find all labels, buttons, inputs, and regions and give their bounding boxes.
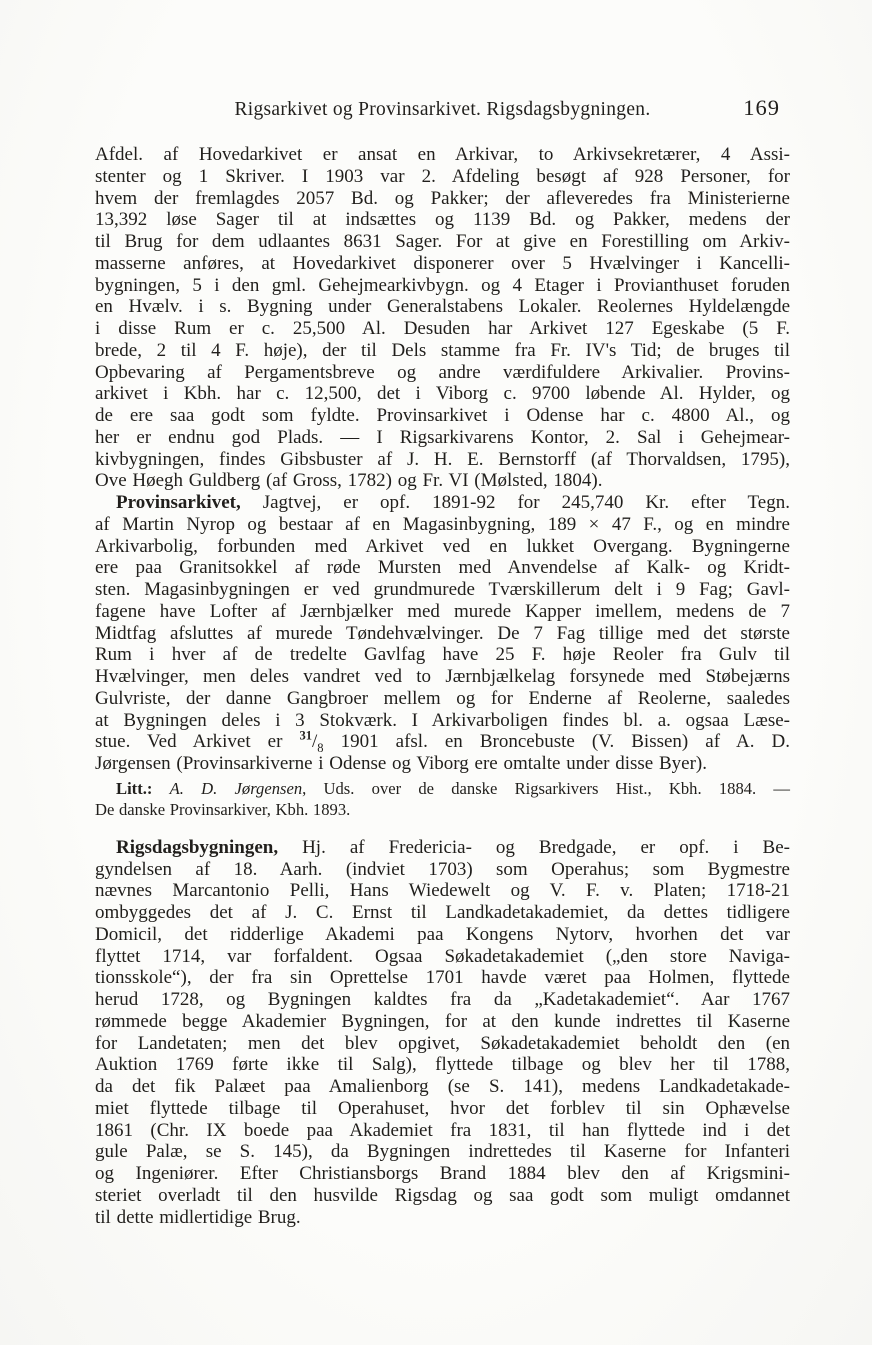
text-segment: Hj. af Fredericia- og Bredgade, er opf. i Be- — [278, 836, 790, 858]
text-line — [95, 644, 790, 666]
text-line — [95, 728, 791, 756]
text-segment: Afdel. af Hovedarkivet er ansat en Arkivar, to Arkivsekretærer, 4 Assi- — [95, 144, 790, 165]
text-segment: Ove Høegh Guldberg (af Gross, 1782) og Fr. VI (Mølsted, 1804). — [95, 470, 603, 492]
text-segment: for Landetaten; men det blev opgivet, Søkadetakademiet beholdt den (en — [95, 1032, 790, 1054]
text-line — [95, 1185, 790, 1207]
text-line — [95, 688, 790, 710]
text-segment: arkivet i Kbh. har c. 12,500, det i Viborg c. 9700 løbende Al. Hylder, og — [95, 383, 790, 405]
text-line — [95, 362, 790, 384]
text-segment: en Hvælv. i s. Bygning under Generalstabens Lokaler. Reolernes Hyldelængde — [95, 296, 790, 318]
text-line — [95, 1163, 790, 1185]
text-line — [95, 231, 790, 253]
text-line — [95, 1141, 790, 1163]
text-line — [95, 449, 790, 471]
text-segment: 1901 afsl. en Broncebuste (V. Bissen) af A. D. — [323, 731, 791, 753]
text-segment: bygningen, 5 i den gml. Gehejmearkivbygn. og 4 Etager i Provianthuset foruden — [95, 274, 790, 296]
text-segment: A. D. Jørgensen — [169, 778, 303, 798]
text-segment: hvem der fremlagdes 2057 Bd. og Pakker; der afleveredes fra Ministerierne — [95, 187, 790, 209]
text-segment — [152, 779, 169, 798]
text-line — [95, 383, 790, 405]
text-line — [95, 1098, 790, 1120]
text-line — [95, 557, 790, 579]
text-segment: 8 — [317, 741, 324, 756]
text-line — [95, 579, 790, 601]
text-line — [95, 880, 790, 902]
text-segment: kivbygningen, findes Gibsbuster af J. H. E. Bernstorff (af Thorvaldsen, 1795), — [95, 448, 790, 470]
text-segment: Gulvriste, der danne Gangbroer mellem og for Enderne af Reolerne, saaledes — [95, 687, 790, 709]
text-line — [95, 188, 790, 210]
text-segment: brede, 2 til 4 F. høje), der til Dels stamme fra Fr. IV's Tid; de bruges til — [95, 339, 790, 361]
text-line — [95, 1054, 790, 1076]
text-segment: Opbevaring af Pergamentsbreve og andre værdifuldere Arkivalier. Provins- — [95, 361, 790, 383]
text-line — [95, 623, 790, 645]
text-line — [95, 427, 790, 449]
text-line — [95, 666, 790, 688]
text-line — [95, 1011, 790, 1033]
text-line — [95, 859, 790, 881]
text-line — [95, 166, 790, 188]
text-line — [95, 1076, 790, 1098]
text-segment: Hvælvinger, men deles vandret ved to Jærnbjælkelag forsynede med Støbejærns — [95, 666, 790, 687]
text-segment: Domicil, det ridderlige Akademi paa Kongens Nytorv, hvorhen det var — [95, 923, 790, 945]
running-title: Rigsarkivet og Provinsarkivet. Rigsdagsbygningen. — [234, 99, 651, 120]
text-segment: herud 1728, og Bygningen kaldtes fra da „Kadetakademiet“. Aar 1767 — [95, 989, 790, 1010]
text-line — [95, 924, 790, 946]
text-segment: Rum i hver af de tredelte Gavlfag have 25 F. høje Reoler fra Gulv til — [95, 644, 790, 666]
text-segment: miet flyttede tilbage til Operahuset, hvor det forblev til sin Ophævelse — [95, 1097, 790, 1119]
text-segment: De danske Provinsarkiver, Kbh. 1893. — [95, 799, 351, 819]
literature-note — [95, 778, 790, 820]
text-line — [95, 989, 790, 1011]
text-segment: Litt.: — [116, 778, 153, 798]
text-segment: , Uds. over de danske Rigsarkivers Hist., Kbh. 1884. — — [302, 778, 791, 798]
text-line — [95, 1120, 790, 1142]
text-line — [95, 144, 790, 166]
text-segment: masserne anføres, at Hovedarkivet disponerer over 5 Hvælvinger i Kancelli- — [95, 252, 790, 274]
text-line — [95, 753, 790, 775]
text-segment: til dette midlertidige Brug. — [95, 1206, 301, 1228]
text-segment: flyttet 1714, var forfaldent. Ogsaa Søkadetakademiet („den store Naviga- — [95, 945, 790, 967]
text-segment: 31 — [299, 728, 313, 743]
text-segment: ere paa Granitsokkel af røde Mursten med Anvendelse af Kalk- og Kridt- — [95, 557, 790, 579]
text-line — [95, 514, 790, 536]
text-line — [95, 799, 790, 820]
text-line — [95, 1207, 790, 1229]
text-segment: ombyggedes det af J. C. Ernst til Landkadetakademiet, da dettes tidligere — [95, 902, 790, 923]
text-segment: Midtfag afsluttes af murede Tøndehvælvinger. De 7 Fag tillige med det største — [95, 622, 790, 644]
text-line — [95, 340, 790, 362]
text-segment: / — [312, 731, 318, 753]
text-line — [95, 470, 790, 492]
text-segment: her er endnu god Plads. — I Rigsarkivarens Kontor, 2. Sal i Gehejmear- — [95, 426, 790, 448]
text-line — [95, 318, 790, 340]
text-line — [95, 946, 790, 968]
text-line — [95, 275, 790, 297]
text-line — [95, 778, 790, 799]
text-segment: sten. Magasinbygningen er ved grundmurede Tværskillerum delt i 9 Fag; Gavl- — [95, 579, 790, 600]
text-segment: i disse Rum er c. 25,500 Al. Desuden har Arkivet 127 Egeskabe (5 F. — [95, 318, 790, 339]
text-line — [95, 837, 790, 859]
text-block — [95, 144, 790, 1228]
paragraph-provinsarkivet — [95, 492, 790, 775]
text-line — [95, 710, 790, 732]
text-line — [95, 492, 790, 514]
text-line — [95, 536, 790, 558]
text-segment: Rigsdagsbygningen, — [116, 836, 279, 858]
text-segment: 13,392 løse Sager til at indsættes og 1139 Bd. og Pakker, medens der — [95, 209, 790, 231]
text-line — [95, 209, 790, 231]
text-segment: stue. Ved Arkivet er — [95, 731, 300, 753]
text-line — [95, 253, 790, 275]
text-segment: nævnes Marcantonio Pelli, Hans Wiedewelt og V. F. v. Platen; 1718-21 — [95, 880, 790, 902]
text-segment: gyndelsen af 18. Aarh. (indviet 1703) som Operahus; som Bygmestre — [95, 858, 790, 880]
paragraph-hovedarkivet-continuation — [95, 144, 790, 492]
text-segment: Jørgensen (Provinsarkiverne i Odense og Viborg ere omtalte under disse Byer). — [95, 753, 707, 774]
text-segment: de ere saa godt som fyldte. Provinsarkivet i Odense har c. 4800 Al., og — [95, 405, 790, 426]
page-header — [95, 95, 790, 121]
text-segment: da det fik Palæet paa Amalienborg (se S. 141), medens Landkadetakade- — [95, 1076, 790, 1097]
text-line — [95, 601, 790, 623]
text-segment: Arkivarbolig, forbunden med Arkivet ved en lukket Overgang. Bygningerne — [95, 535, 790, 557]
paragraph-rigsdagsbygningen — [95, 837, 790, 1229]
text-segment: stenter og 1 Skriver. I 1903 var 2. Afdeling besøgt af 928 Personer, for — [95, 165, 790, 187]
text-segment: og Ingeniører. Efter Christiansborgs Brand 1884 blev den af Krigsmini- — [95, 1163, 790, 1184]
text-line — [95, 296, 790, 318]
text-line — [95, 1033, 790, 1055]
text-segment: gule Palæ, se S. 145), da Bygningen indrettedes til Kaserne for Infanteri — [95, 1141, 790, 1163]
text-segment: Auktion 1769 førte ikke til Salg), flyttede tilbage og blev her til 1788, — [95, 1054, 790, 1076]
text-segment: fagene have Lofter af Jærnbjælker med murede Kapper imellem, medens de 7 — [95, 600, 790, 622]
text-segment: til Brug for dem udlaantes 8631 Sager. For at give en Forestilling om Arkiv- — [95, 231, 790, 252]
text-segment: Jagtvej, er opf. 1891-92 for 245,740 Kr. efter Tegn. — [240, 492, 790, 513]
text-line — [95, 902, 790, 924]
text-segment: Provinsarkivet, — [116, 492, 241, 513]
text-segment: at Bygningen deles i 3 Stokværk. I Arkivarboligen findes bl. a. ogsaa Læse- — [95, 709, 790, 731]
text-segment: steriet overladt til den husvilde Rigsdag og saa godt som muligt omdannet — [95, 1184, 790, 1206]
text-line — [95, 405, 790, 427]
text-line — [95, 967, 790, 989]
text-segment: 1861 (Chr. IX boede paa Akademiet fra 1831, til han flyttede ind i det — [95, 1119, 790, 1141]
text-segment: af Martin Nyrop og bestaar af en Magasinbygning, 189 × 47 F., og en mindre — [95, 513, 790, 535]
text-segment: rømmede begge Akademier Bygningen, for at den kunde indrettes til Kaserne — [95, 1010, 790, 1032]
text-segment: tionsskole“), der fra sin Oprettelse 1701 havde været paa Holmen, flyttede — [95, 967, 790, 989]
page-number: 169 — [743, 95, 780, 120]
